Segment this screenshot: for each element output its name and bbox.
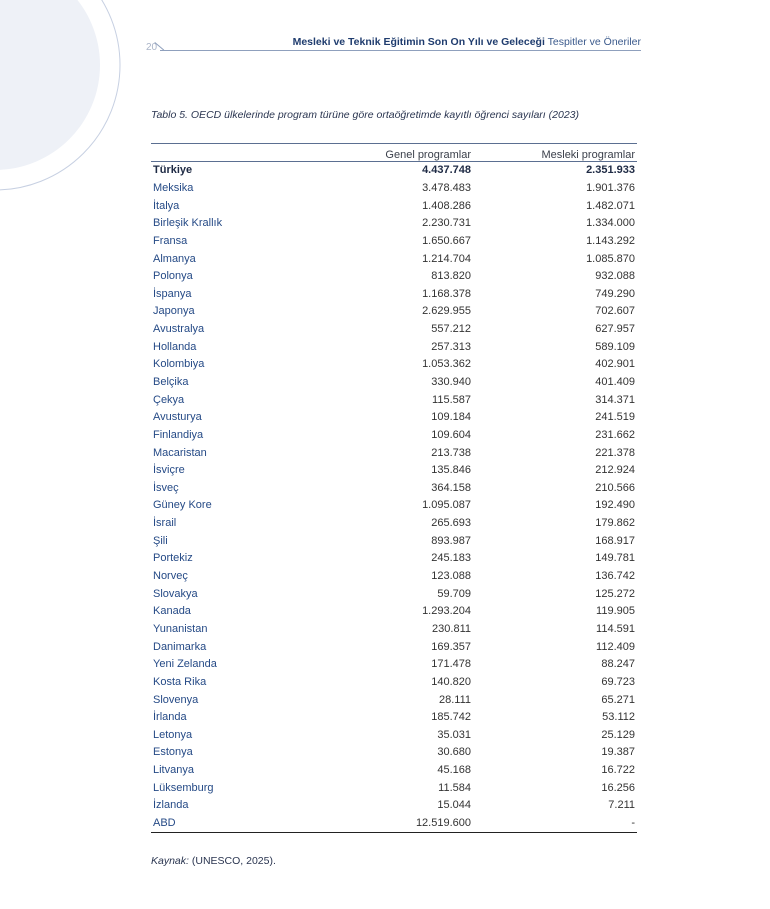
country-cell: Şili bbox=[153, 534, 168, 547]
table-row bbox=[151, 744, 637, 762]
table-row bbox=[151, 215, 637, 233]
general-programs-cell: 123.088 bbox=[431, 570, 471, 583]
general-programs-cell: 109.184 bbox=[431, 411, 471, 424]
general-programs-cell: 45.168 bbox=[437, 764, 471, 777]
country-cell: Letonya bbox=[153, 728, 193, 741]
table-row bbox=[151, 321, 637, 339]
country-cell: Avustralya bbox=[153, 323, 205, 336]
general-programs-cell: 140.820 bbox=[431, 675, 471, 688]
table-header-row bbox=[151, 144, 637, 162]
general-programs-cell: 213.738 bbox=[431, 446, 471, 459]
country-cell: İtalya bbox=[153, 199, 180, 212]
general-programs-cell: 12.519.600 bbox=[415, 817, 471, 830]
country-cell: Slovakya bbox=[153, 587, 198, 600]
vocational-programs-cell: - bbox=[631, 817, 635, 830]
table-row bbox=[151, 638, 637, 656]
table-row bbox=[151, 515, 637, 533]
country-cell: Almanya bbox=[153, 252, 196, 265]
table-row bbox=[151, 585, 637, 603]
table-row bbox=[151, 462, 637, 480]
source-text: (UNESCO, 2025). bbox=[188, 855, 276, 867]
general-programs-cell: 257.313 bbox=[431, 340, 471, 353]
country-cell: Slovenya bbox=[153, 693, 199, 706]
vocational-programs-cell: 1.085.870 bbox=[586, 252, 635, 265]
country-cell: Yeni Zelanda bbox=[153, 658, 217, 671]
table-row bbox=[151, 162, 637, 180]
vocational-programs-cell: 589.109 bbox=[595, 340, 635, 353]
vocational-programs-cell: 69.723 bbox=[601, 675, 635, 688]
general-programs-cell: 330.940 bbox=[431, 376, 471, 388]
table-row bbox=[151, 356, 637, 374]
page-number: 20 bbox=[146, 42, 158, 53]
general-programs-cell: 2.230.731 bbox=[422, 217, 471, 230]
general-programs-cell: 3.478.483 bbox=[422, 181, 471, 194]
general-programs-cell: 1.168.378 bbox=[422, 287, 471, 300]
vocational-programs-cell: 210.566 bbox=[595, 481, 635, 494]
general-programs-cell: 11.584 bbox=[438, 781, 471, 794]
general-programs-cell: 557.212 bbox=[431, 323, 471, 336]
vocational-programs-cell: 1.334.000 bbox=[586, 217, 635, 230]
header-divider bbox=[160, 50, 641, 51]
vocational-programs-cell: 221.378 bbox=[595, 446, 635, 459]
general-programs-cell: 2.629.955 bbox=[422, 305, 471, 318]
vocational-programs-cell: 212.924 bbox=[595, 464, 635, 477]
general-programs-cell: 230.811 bbox=[432, 622, 471, 635]
table-row bbox=[151, 180, 637, 198]
country-cell: ABD bbox=[153, 817, 176, 830]
source-note bbox=[151, 855, 276, 867]
table-row bbox=[151, 285, 637, 303]
table-row bbox=[151, 550, 637, 568]
general-programs-cell: 265.693 bbox=[431, 517, 471, 530]
table-row bbox=[151, 268, 637, 286]
general-programs-cell: 59.709 bbox=[437, 587, 471, 600]
table-row bbox=[151, 797, 637, 815]
table-row bbox=[151, 374, 637, 392]
general-programs-cell: 245.183 bbox=[431, 552, 471, 565]
vocational-programs-cell: 1.482.071 bbox=[586, 199, 635, 212]
table-row bbox=[151, 250, 637, 268]
country-cell: Hollanda bbox=[153, 340, 197, 353]
table-row bbox=[151, 427, 637, 445]
general-programs-cell: 1.214.704 bbox=[422, 252, 471, 265]
column-header-vocational: Mesleki programlar bbox=[541, 149, 635, 161]
general-programs-cell: 115.587 bbox=[432, 393, 471, 406]
vocational-programs-cell: 749.290 bbox=[595, 287, 635, 300]
general-programs-cell: 135.846 bbox=[431, 464, 471, 477]
country-cell: Kolombiya bbox=[153, 358, 205, 371]
vocational-programs-cell: 88.247 bbox=[601, 658, 635, 671]
country-cell: Portekiz bbox=[153, 552, 193, 565]
country-cell: İsviçre bbox=[153, 464, 185, 477]
country-cell: İrlanda bbox=[153, 711, 187, 724]
country-cell: Lüksemburg bbox=[153, 781, 214, 794]
vocational-programs-cell: 168.917 bbox=[595, 534, 635, 547]
running-header bbox=[293, 36, 641, 48]
vocational-programs-cell: 125.272 bbox=[595, 587, 635, 600]
vocational-programs-cell: 627.957 bbox=[595, 323, 635, 336]
vocational-programs-cell: 149.781 bbox=[595, 552, 635, 565]
enrollment-table bbox=[151, 143, 637, 833]
general-programs-cell: 35.031 bbox=[437, 728, 471, 741]
country-cell: Avusturya bbox=[153, 411, 202, 424]
decorative-circles bbox=[0, 0, 130, 200]
vocational-programs-cell: 65.271 bbox=[601, 693, 635, 706]
vocational-programs-cell: 119.905 bbox=[596, 605, 635, 618]
vocational-programs-cell: 114.591 bbox=[596, 622, 635, 635]
country-cell: Yunanistan bbox=[153, 622, 208, 635]
column-header-general: Genel programlar bbox=[385, 149, 471, 161]
country-cell: İspanya bbox=[153, 287, 192, 300]
country-cell: Güney Kore bbox=[153, 499, 212, 512]
country-cell: Çekya bbox=[153, 393, 185, 406]
vocational-programs-cell: 702.607 bbox=[595, 305, 635, 318]
general-programs-cell: 1.095.087 bbox=[422, 499, 471, 512]
general-programs-cell: 4.437.748 bbox=[422, 164, 471, 177]
country-cell: İsveç bbox=[153, 481, 179, 494]
table-row bbox=[151, 709, 637, 727]
general-programs-cell: 364.158 bbox=[431, 481, 471, 494]
country-cell: Polonya bbox=[153, 270, 193, 283]
country-cell: Belçika bbox=[153, 376, 189, 388]
column-header-country bbox=[151, 144, 335, 162]
table-row bbox=[151, 603, 637, 621]
country-cell: Macaristan bbox=[153, 446, 207, 459]
source-label: Kaynak: bbox=[151, 855, 189, 867]
vocational-programs-cell: 136.742 bbox=[595, 570, 635, 583]
general-programs-cell: 109.604 bbox=[431, 428, 471, 441]
vocational-programs-cell: 241.519 bbox=[595, 411, 635, 424]
vocational-programs-cell: 16.256 bbox=[601, 781, 635, 794]
general-programs-cell: 30.680 bbox=[437, 746, 471, 759]
vocational-programs-cell: 1.143.292 bbox=[586, 234, 635, 247]
vocational-programs-cell: 16.722 bbox=[601, 764, 635, 777]
country-cell: Finlandiya bbox=[153, 428, 204, 441]
table-row bbox=[151, 532, 637, 550]
vocational-programs-cell: 2.351.933 bbox=[586, 164, 635, 177]
general-programs-cell: 1.293.204 bbox=[422, 605, 471, 618]
table-row bbox=[151, 444, 637, 462]
table-row bbox=[151, 480, 637, 498]
vocational-programs-cell: 179.862 bbox=[595, 517, 635, 530]
vocational-programs-cell: 932.088 bbox=[595, 270, 635, 283]
country-cell: Estonya bbox=[153, 746, 193, 759]
vocational-programs-cell: 314.371 bbox=[595, 393, 635, 406]
general-programs-cell: 185.742 bbox=[431, 711, 471, 724]
table-row bbox=[151, 621, 637, 639]
running-header-light: Tespitler ve Öneriler bbox=[547, 36, 641, 48]
table-row bbox=[151, 674, 637, 692]
table-row bbox=[151, 197, 637, 215]
table-row bbox=[151, 497, 637, 515]
general-programs-cell: 1.053.362 bbox=[422, 358, 471, 371]
country-cell: Birleşik Krallık bbox=[153, 217, 223, 230]
table-row bbox=[151, 338, 637, 356]
table-caption: Tablo 5. OECD ülkelerinde program türüne göre ortaöğretimde kayıtlı öğrenci sayıları (2023) bbox=[151, 109, 579, 121]
general-programs-cell: 28.111 bbox=[438, 693, 471, 706]
country-cell: Kanada bbox=[153, 605, 191, 618]
vocational-programs-cell: 231.662 bbox=[595, 428, 635, 441]
country-cell: Fransa bbox=[153, 234, 188, 247]
table-row bbox=[151, 656, 637, 674]
table-row bbox=[151, 691, 637, 709]
country-cell: Danimarka bbox=[153, 640, 207, 653]
table-row bbox=[151, 779, 637, 797]
general-programs-cell: 1.408.286 bbox=[422, 199, 471, 212]
table-row bbox=[151, 727, 637, 745]
country-cell: İsrail bbox=[153, 517, 177, 530]
table-row bbox=[151, 409, 637, 427]
vocational-programs-cell: 1.901.376 bbox=[586, 181, 635, 194]
country-cell: İzlanda bbox=[153, 799, 189, 812]
country-cell: Türkiye bbox=[153, 164, 193, 177]
general-programs-cell: 813.820 bbox=[431, 270, 471, 283]
country-cell: Japonya bbox=[153, 305, 195, 318]
vocational-programs-cell: 25.129 bbox=[601, 728, 635, 741]
country-cell: Litvanya bbox=[153, 764, 194, 777]
general-programs-cell: 1.650.667 bbox=[422, 234, 471, 247]
vocational-programs-cell: 7.211 bbox=[608, 799, 635, 812]
general-programs-cell: 169.357 bbox=[431, 640, 471, 653]
vocational-programs-cell: 192.490 bbox=[595, 499, 635, 512]
table-row bbox=[151, 391, 637, 409]
table-row bbox=[151, 233, 637, 251]
country-cell: Meksika bbox=[153, 181, 194, 194]
table-row bbox=[151, 303, 637, 321]
general-programs-cell: 171.478 bbox=[431, 658, 471, 671]
vocational-programs-cell: 112.409 bbox=[596, 640, 635, 653]
general-programs-cell: 893.987 bbox=[431, 534, 471, 547]
table-row bbox=[151, 568, 637, 586]
vocational-programs-cell: 401.409 bbox=[595, 376, 635, 388]
general-programs-cell: 15.044 bbox=[437, 799, 471, 812]
vocational-programs-cell: 53.112 bbox=[602, 711, 635, 724]
table-row bbox=[151, 815, 637, 833]
country-cell: Kosta Rika bbox=[153, 675, 207, 688]
running-header-bold: Mesleki ve Teknik Eğitimin Son On Yılı ve Geleceği bbox=[292, 36, 545, 48]
vocational-programs-cell: 402.901 bbox=[595, 358, 635, 371]
vocational-programs-cell: 19.387 bbox=[601, 746, 635, 759]
country-cell: Norveç bbox=[153, 570, 188, 583]
table-row bbox=[151, 762, 637, 780]
